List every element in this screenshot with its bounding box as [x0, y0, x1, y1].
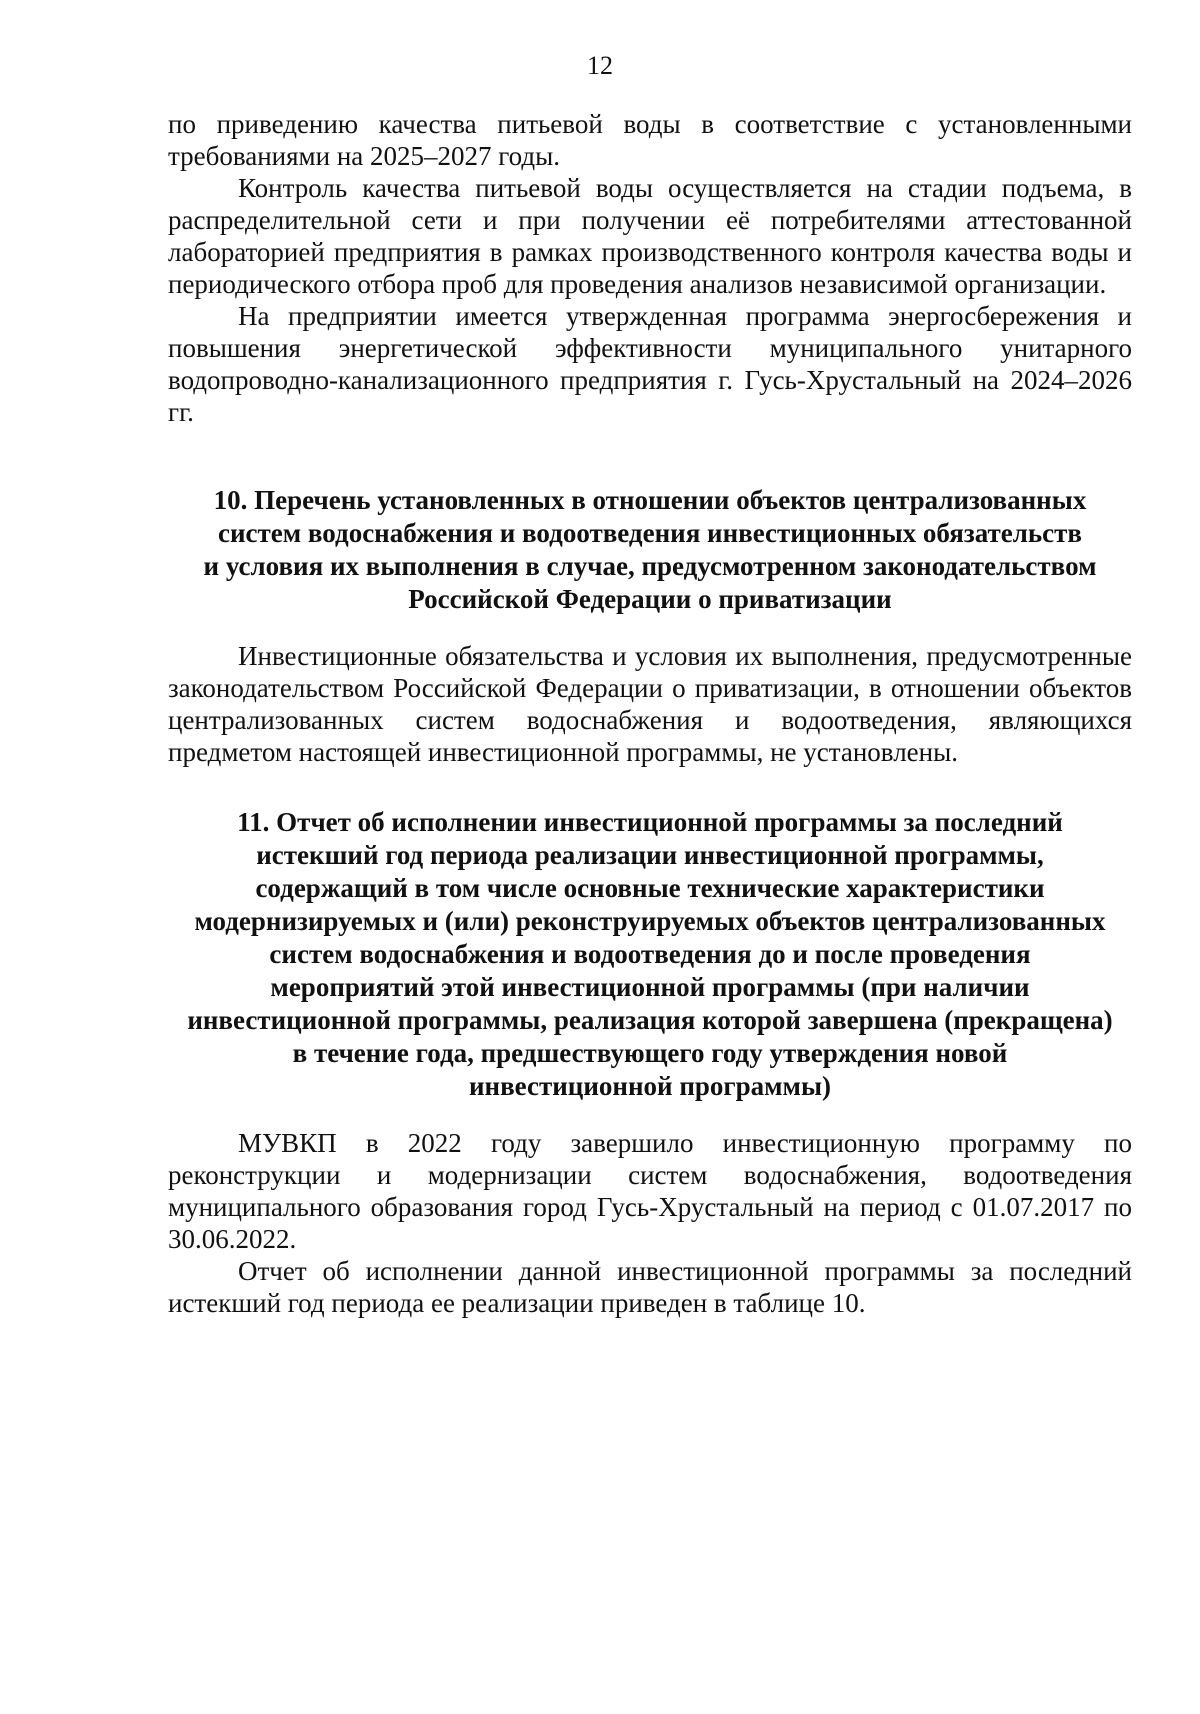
section-11-heading-line: систем водоснабжения и водоотведения до и после проведения [269, 939, 1031, 969]
section-11-heading-line: содержащий в том числе основные технические характеристики [255, 873, 1045, 903]
body-paragraph-energy-program: На предприятии имеется утвержденная программа энергосбережения и повышения энергетической эффективности муниципального унитарного водопроводно-канализационного предприятия г. Гусь-Хрустальный на 2024–2026 гг. [168, 301, 1132, 427]
section-10-heading [168, 484, 1132, 616]
section-10-paragraph: Инвестиционные обязательства и условия их выполнения, предусмотренные законодательством Российской Федерации о приватизации, в отношении объектов централизованных систем водоснабжения и водоотведения, являющихся предметом настоящей инвестиционной программы, не установлены. [168, 641, 1132, 767]
section-11-paragraph-completion: МУВКП в 2022 году завершило инвестиционную программу по реконструкции и модернизации систем водоснабжения, водоотведения муниципального образования город Гусь-Хрустальный на период с 01.07.2017 по 30.06.2022. [168, 1128, 1132, 1254]
section-10-heading-line: систем водоснабжения и водоотведения инвестиционных обязательств [218, 518, 1082, 548]
section-11-heading-line: мероприятий этой инвестиционной программы (при наличии [270, 972, 1030, 1002]
body-paragraph-quality-control: Контроль качества питьевой воды осуществляется на стадии подъема, в распределительной сети и при получении её потребителями аттестованной лабораторией предприятия в рамках производственного контроля качества воды и периодического отбора проб для проведения анализов независимой организации. [168, 173, 1132, 299]
section-10-heading-line: 10. Перечень установленных в отношении объектов централизованных [213, 485, 1087, 515]
section-10-heading-line: и условия их выполнения в случае, предусмотренном законодательством [203, 551, 1097, 581]
section-11-heading-line: инвестиционной программы, реализация которой завершена (прекращена) [187, 1005, 1113, 1035]
body-paragraph-continuation: по приведению качества питьевой воды в соответствие с установленными требованиями на 2025–2027 годы. [168, 109, 1132, 171]
section-11-heading-line: модернизируемых и (или) реконструируемых объектов централизованных [194, 906, 1106, 936]
page-content [168, 108, 1132, 1319]
section-11-heading-line: инвестиционной программы) [468, 1071, 832, 1101]
section-11-heading [168, 806, 1132, 1103]
section-11-paragraph-report: Отчет об исполнении данной инвестиционной программы за последний истекший год периода ее реализации приведен в таблице 10. [168, 1256, 1132, 1318]
section-11-heading-line: истекший год периода реализации инвестиционной программы, [256, 840, 1044, 870]
page-number: 12 [587, 51, 613, 80]
section-11-heading-line: в течение года, предшествующего году утверждения новой [292, 1038, 1008, 1068]
section-11-heading-line: 11. Отчет об исполнении инвестиционной программы за последний [237, 807, 1063, 837]
section-10-heading-line: Российской Федерации о приватизации [408, 584, 892, 614]
